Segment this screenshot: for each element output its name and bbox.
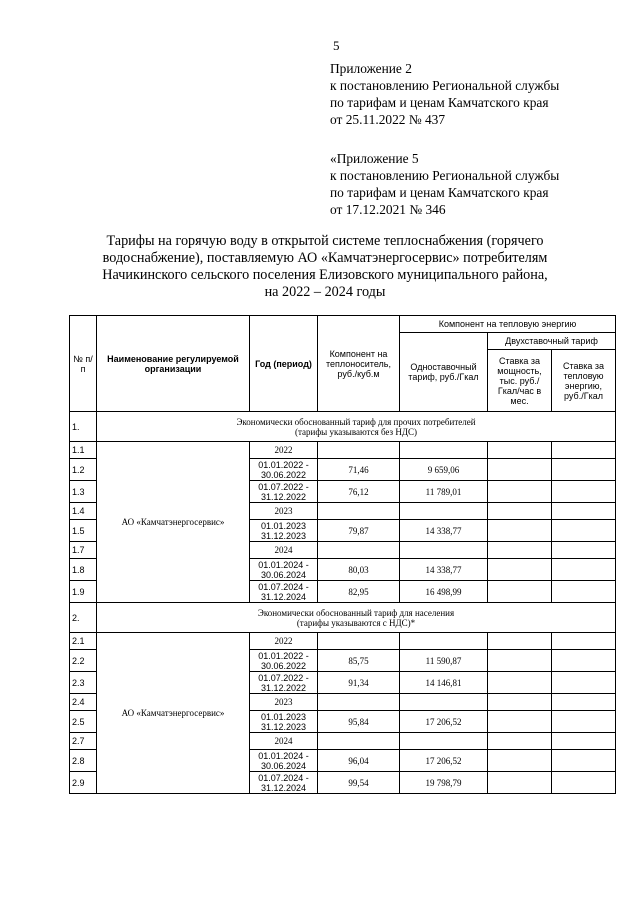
row-num: 1.8 — [70, 559, 97, 581]
appendix-previous-line: к постановлению Региональной службы — [330, 168, 560, 183]
capacity-rate-value — [488, 459, 552, 481]
period-line: 01.07.2022 - — [258, 481, 309, 492]
carrier-value: 82,95 — [318, 581, 400, 603]
energy-rate-value — [552, 772, 616, 794]
capacity-rate-value — [488, 633, 552, 650]
capacity-rate-value — [488, 559, 552, 581]
single-rate-value — [400, 633, 488, 650]
header-carrier: Компонент на теплоноситель, руб./куб.м — [318, 316, 400, 412]
capacity-rate-value — [488, 694, 552, 711]
single-rate-value: 17 206,52 — [400, 711, 488, 733]
appendix-previous-line: по тарифам и ценам Камчатского края — [330, 185, 549, 200]
appendix-current — [330, 60, 559, 128]
title-line: на 2022 – 2024 годы — [264, 284, 386, 300]
section-title — [97, 412, 616, 442]
carrier-value — [318, 694, 400, 711]
row-num: 2.8 — [70, 750, 97, 772]
appendix-previous — [330, 150, 559, 218]
capacity-rate-value — [488, 520, 552, 542]
single-rate-value: 17 206,52 — [400, 750, 488, 772]
period-cell — [250, 459, 318, 481]
section-num: 2. — [70, 603, 97, 633]
carrier-value: 91,34 — [318, 672, 400, 694]
row-num: 1.7 — [70, 542, 97, 559]
year-cell: 2024 — [250, 733, 318, 750]
appendix-previous-line: от 17.12.2021 № 346 — [330, 202, 446, 217]
title-line: Начикинского сельского поселения Елизовского муниципального района, — [102, 267, 548, 283]
carrier-value: 85,75 — [318, 650, 400, 672]
table-row — [70, 442, 616, 459]
appendix-current-line: от 25.11.2022 № 437 — [330, 112, 446, 127]
row-num: 1.1 — [70, 442, 97, 459]
single-rate-value — [400, 542, 488, 559]
capacity-rate-value — [488, 503, 552, 520]
period-cell — [250, 750, 318, 772]
header-period: Год (период) — [250, 316, 318, 412]
energy-rate-value — [552, 442, 616, 459]
period-line: 01.01.2022 - — [258, 459, 309, 470]
carrier-value: 71,46 — [318, 459, 400, 481]
row-num: 1.4 — [70, 503, 97, 520]
period-cell — [250, 559, 318, 581]
energy-rate-value — [552, 672, 616, 694]
year-cell: 2023 — [250, 694, 318, 711]
period-cell — [250, 772, 318, 794]
period-cell — [250, 581, 318, 603]
period-line: 31.12.2023 — [260, 530, 307, 541]
year-cell: 2022 — [250, 633, 318, 650]
energy-rate-value — [552, 459, 616, 481]
single-rate-value — [400, 503, 488, 520]
row-num: 2.7 — [70, 733, 97, 750]
carrier-value — [318, 733, 400, 750]
row-num: 1.3 — [70, 481, 97, 503]
capacity-rate-value — [488, 750, 552, 772]
capacity-rate-value — [488, 581, 552, 603]
section-num: 1. — [70, 412, 97, 442]
period-line: 31.12.2024 — [260, 782, 307, 793]
section-title — [97, 603, 616, 633]
page-number: 5 — [333, 38, 340, 53]
period-cell — [250, 711, 318, 733]
header-single-rate: Одноставочный тариф, руб./Гкал — [400, 333, 488, 412]
row-num: 2.3 — [70, 672, 97, 694]
tariff-table — [69, 315, 616, 794]
row-num: 2.5 — [70, 711, 97, 733]
energy-rate-value — [552, 633, 616, 650]
period-cell — [250, 481, 318, 503]
energy-rate-value — [552, 559, 616, 581]
capacity-rate-value — [488, 672, 552, 694]
header-two-rate: Двухставочный тариф — [488, 333, 616, 350]
row-num: 1.9 — [70, 581, 97, 603]
period-line: 30.06.2022 — [260, 469, 307, 480]
row-num: 2.4 — [70, 694, 97, 711]
single-rate-value: 11 789,01 — [400, 481, 488, 503]
period-line: 01.01.2022 - — [258, 650, 309, 661]
capacity-rate-value — [488, 481, 552, 503]
period-cell — [250, 672, 318, 694]
capacity-rate-value — [488, 542, 552, 559]
capacity-rate-value — [488, 442, 552, 459]
single-rate-value: 16 498,99 — [400, 581, 488, 603]
single-rate-value: 14 338,77 — [400, 559, 488, 581]
row-num: 2.2 — [70, 650, 97, 672]
energy-rate-value — [552, 694, 616, 711]
energy-rate-value — [552, 750, 616, 772]
title-line: водоснабжение), поставляемую АО «Камчатэнергосервис» потребителям — [102, 250, 548, 266]
period-line: 01.01.2024 - — [258, 750, 309, 761]
period-line: 30.06.2024 — [260, 569, 307, 580]
period-line: 31.12.2023 — [260, 721, 307, 732]
period-line: 01.01.2023 — [260, 711, 307, 722]
single-rate-value: 14 146,81 — [400, 672, 488, 694]
energy-rate-value — [552, 650, 616, 672]
period-line: 01.07.2024 - — [258, 772, 309, 783]
row-num: 1.2 — [70, 459, 97, 481]
carrier-value: 79,87 — [318, 520, 400, 542]
header-capacity-rate: Ставка за мощность, тыс. руб./Гкал/час в мес. — [488, 350, 552, 412]
energy-rate-value — [552, 733, 616, 750]
appendix-current-line: по тарифам и ценам Камчатского края — [330, 95, 549, 110]
section-title-line: Экономически обоснованный тариф для прочих потребителей — [236, 416, 476, 427]
carrier-value — [318, 442, 400, 459]
single-rate-value — [400, 733, 488, 750]
header-thermal: Компонент на тепловую энергию — [400, 316, 616, 333]
energy-rate-value — [552, 711, 616, 733]
capacity-rate-value — [488, 711, 552, 733]
period-cell — [250, 650, 318, 672]
single-rate-value: 19 798,79 — [400, 772, 488, 794]
period-line: 01.01.2023 — [260, 520, 307, 531]
year-cell: 2023 — [250, 503, 318, 520]
title-line: Тарифы на горячую воду в открытой системе теплоснабжения (горячего — [106, 233, 544, 249]
period-line: 31.12.2022 — [260, 682, 307, 693]
header-energy-rate: Ставка за тепловую энергию, руб./Гкал — [552, 350, 616, 412]
period-line: 01.07.2022 - — [258, 672, 309, 683]
period-line: 30.06.2024 — [260, 760, 307, 771]
appendix-current-line: Приложение 2 — [330, 61, 412, 76]
capacity-rate-value — [488, 650, 552, 672]
single-rate-value — [400, 442, 488, 459]
organization-name: АО «Камчатэнергосервис» — [97, 633, 250, 794]
capacity-rate-value — [488, 733, 552, 750]
row-num: 2.1 — [70, 633, 97, 650]
period-line: 30.06.2022 — [260, 660, 307, 671]
carrier-value — [318, 503, 400, 520]
period-line: 01.01.2024 - — [258, 559, 309, 570]
carrier-value: 95,84 — [318, 711, 400, 733]
energy-rate-value — [552, 503, 616, 520]
period-line: 31.12.2024 — [260, 591, 307, 602]
year-cell: 2024 — [250, 542, 318, 559]
single-rate-value: 14 338,77 — [400, 520, 488, 542]
appendix-current-line: к постановлению Региональной службы — [330, 78, 560, 93]
section-title-line: (тарифы указываются с НДС)* — [296, 617, 416, 628]
organization-name: АО «Камчатэнергосервис» — [97, 442, 250, 603]
period-line: 01.07.2024 - — [258, 581, 309, 592]
single-rate-value — [400, 694, 488, 711]
energy-rate-value — [552, 520, 616, 542]
row-num: 1.5 — [70, 520, 97, 542]
energy-rate-value — [552, 481, 616, 503]
appendix-previous-line: «Приложение 5 — [330, 151, 419, 166]
table-row — [70, 633, 616, 650]
carrier-value: 76,12 — [318, 481, 400, 503]
energy-rate-value — [552, 542, 616, 559]
year-cell: 2022 — [250, 442, 318, 459]
single-rate-value: 9 659,06 — [400, 459, 488, 481]
carrier-value — [318, 542, 400, 559]
carrier-value: 99,54 — [318, 772, 400, 794]
section-title-line: (тарифы указываются без НДС) — [295, 426, 417, 437]
period-line: 31.12.2022 — [260, 491, 307, 502]
document-title — [60, 233, 590, 301]
single-rate-value: 11 590,87 — [400, 650, 488, 672]
row-num: 2.9 — [70, 772, 97, 794]
section-title-line: Экономически обоснованный тариф для населения — [257, 607, 455, 618]
header-org: Наименование регулируемой организации — [97, 316, 250, 412]
energy-rate-value — [552, 581, 616, 603]
header-num: № п/п — [70, 316, 97, 412]
carrier-value — [318, 633, 400, 650]
carrier-value: 80,03 — [318, 559, 400, 581]
capacity-rate-value — [488, 772, 552, 794]
carrier-value: 96,04 — [318, 750, 400, 772]
period-cell — [250, 520, 318, 542]
